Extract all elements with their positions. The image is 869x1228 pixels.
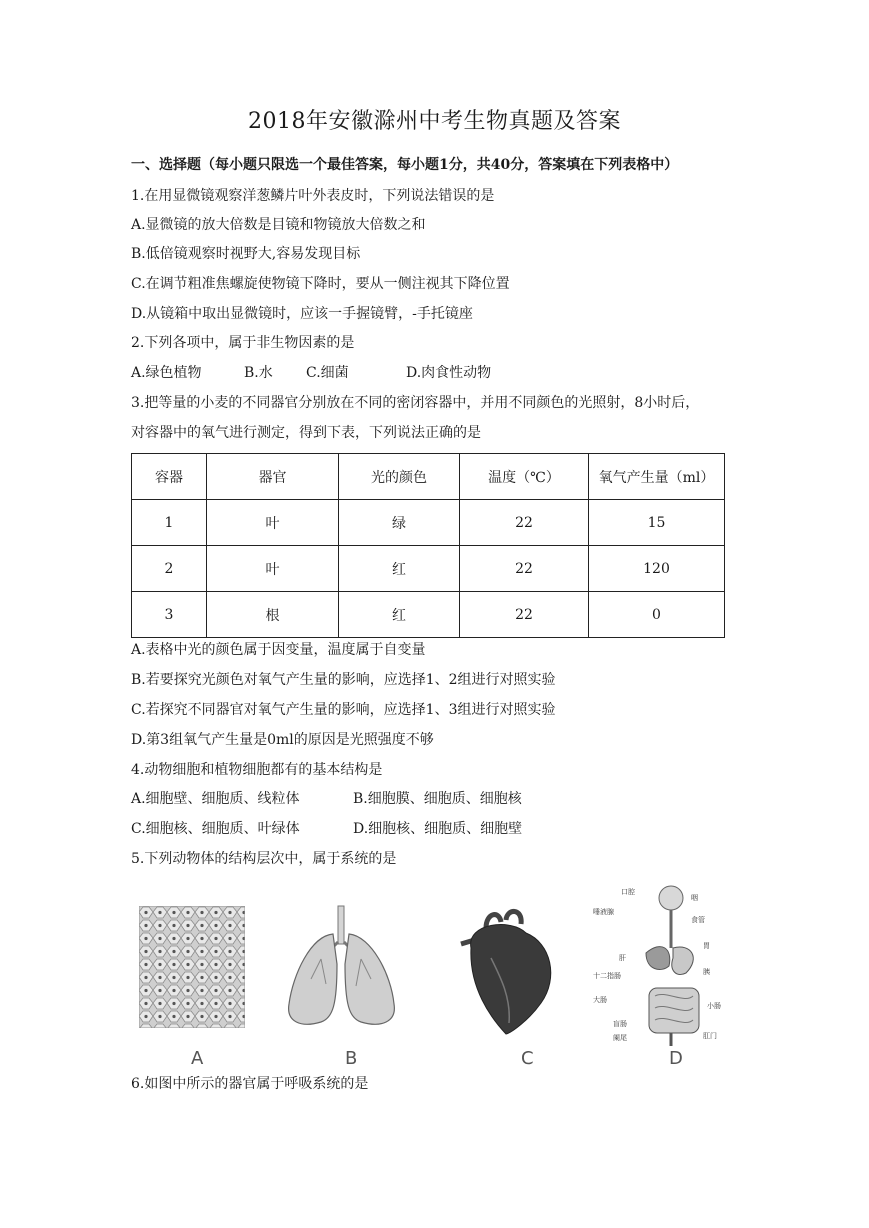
table-cell: 0	[589, 592, 725, 638]
label-esophagus: 食管	[691, 916, 705, 924]
tissue-image	[139, 906, 245, 1028]
table-header-row	[132, 454, 725, 500]
label-small-intestine: 小肠	[707, 1002, 721, 1010]
table-cell: 15	[589, 500, 725, 546]
lungs-image	[281, 904, 401, 1032]
q2-option-a: A.绿色植物	[131, 365, 202, 381]
q4-option-d: D.细胞核、细胞质、细胞壁	[353, 821, 523, 837]
label-stomach: 胃	[703, 942, 710, 950]
q4-option-a: A.细胞壁、细胞质、线粒体	[131, 791, 300, 807]
table-header-cell: 光的颜色	[339, 454, 460, 500]
table-cell: 22	[460, 592, 589, 638]
q2-option-c: C.细菌	[306, 365, 349, 381]
table-cell: 22	[460, 500, 589, 546]
table-header-cell: 氧气产生量（ml）	[589, 454, 725, 500]
q5-stem: 5.下列动物体的结构层次中，属于系统的是	[131, 851, 397, 867]
q4-option-b: B.细胞膜、细胞质、细胞核	[353, 791, 522, 807]
table-cell: 22	[460, 546, 589, 592]
label-pancreas: 胰	[703, 968, 710, 976]
label-duodenum: 十二指肠	[593, 972, 621, 980]
table-cell: 绿	[339, 500, 460, 546]
digestive-system-image	[591, 878, 751, 1048]
heart-image	[451, 908, 561, 1036]
figure-label-d: D	[669, 1048, 683, 1069]
q2-stem: 2.下列各项中，属于非生物因素的是	[131, 335, 355, 351]
q2-option-b: B.水	[244, 365, 273, 381]
figure-label-c: C	[521, 1048, 534, 1069]
q1-option-d: D.从镜箱中取出显微镜时，应该一手握镜臂，-手托镜座	[131, 306, 473, 322]
label-large-intestine: 大肠	[593, 996, 607, 1004]
q4-option-c: C.细胞核、细胞质、叶绿体	[131, 821, 300, 837]
figure-label-a: A	[191, 1048, 204, 1069]
q4-options-row2	[131, 819, 522, 839]
q3-option-d: D.第3组氧气产生量是0ml的原因是光照强度不够	[131, 732, 434, 748]
table-cell: 3	[132, 592, 207, 638]
label-mouth: 口腔	[621, 888, 635, 896]
table-cell: 红	[339, 546, 460, 592]
table-cell: 根	[207, 592, 339, 638]
table-cell: 叶	[207, 546, 339, 592]
table-header-cell: 容器	[132, 454, 207, 500]
q6-stem: 6.如图中所示的器官属于呼吸系统的是	[131, 1076, 369, 1092]
q1-option-c: C.在调节粗准焦螺旋使物镜下降时，要从一侧注视其下降位置	[131, 276, 510, 292]
experiment-table	[131, 453, 725, 638]
table-row	[132, 592, 725, 638]
table-cell: 叶	[207, 500, 339, 546]
table-cell: 红	[339, 592, 460, 638]
table-cell: 2	[132, 546, 207, 592]
q1-option-b: B.低倍镜观察时视野大,容易发现目标	[131, 246, 361, 262]
table-row	[132, 546, 725, 592]
label-liver: 肝	[619, 954, 626, 962]
q4-options-row1	[131, 789, 522, 809]
q2-option-d: D.肉食性动物	[406, 365, 492, 381]
label-cecum: 盲肠	[613, 1020, 627, 1028]
figure-label-b: B	[345, 1048, 358, 1069]
label-appendix: 阑尾	[613, 1034, 627, 1042]
table-header-cell: 器官	[207, 454, 339, 500]
q3-option-c: C.若探究不同器官对氧气产生量的影响，应选择1、3组进行对照实验	[131, 702, 556, 718]
q3-option-a: A.表格中光的颜色属于因变量，温度属于自变量	[131, 642, 426, 658]
q2-options	[131, 363, 491, 383]
section-heading: 一、选择题（每小题只限选一个最佳答案，每小题1分，共40分，答案填在下列表格中）	[131, 157, 679, 173]
table-row	[132, 500, 725, 546]
figure-group	[131, 878, 751, 1078]
page-title: 2018年安徽滁州中考生物真题及答案	[248, 109, 621, 134]
table-cell: 120	[589, 546, 725, 592]
q1-option-a: A.显微镜的放大倍数是目镜和物镜放大倍数之和	[131, 217, 426, 233]
table-header-cell: 温度（℃）	[460, 454, 589, 500]
q4-stem: 4.动物细胞和植物细胞都有的基本结构是	[131, 762, 383, 778]
q3-stem-line1: 3.把等量的小麦的不同器官分别放在不同的密闭容器中，并用不同颜色的光照射，8小时后，	[131, 395, 700, 411]
table-cell: 1	[132, 500, 207, 546]
label-pharynx: 咽	[691, 894, 698, 902]
label-salivary-gland: 唾液腺	[593, 908, 614, 916]
label-anus: 肛门	[703, 1032, 717, 1040]
q3-stem-line2: 对容器中的氧气进行测定，得到下表，下列说法正确的是	[131, 425, 481, 441]
q3-option-b: B.若要探究光颜色对氧气产生量的影响，应选择1、2组进行对照实验	[131, 672, 556, 688]
q1-stem: 1.在用显微镜观察洋葱鳞片叶外表皮时，下列说法错误的是	[131, 188, 495, 204]
